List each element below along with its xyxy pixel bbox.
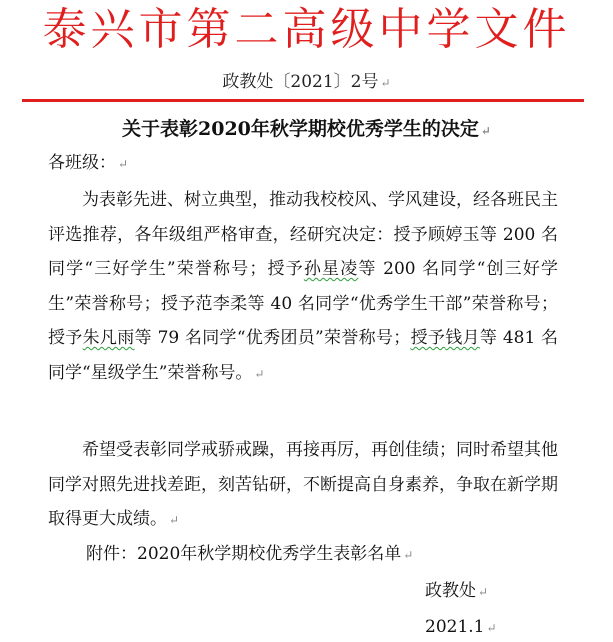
attachment-text: 附件：2020年秋学期校优秀学生表彰名单 bbox=[86, 544, 402, 564]
attachment-line bbox=[86, 540, 413, 569]
paragraph-mark: ↵ bbox=[403, 548, 414, 562]
awardee-name-flagged: 孙星凌 bbox=[303, 259, 359, 279]
p1-segment-d: 等 79 名同学“优秀团员”荣誉称号； bbox=[134, 328, 411, 348]
header-title: 泰兴市第二高级中学文件 bbox=[42, 4, 571, 55]
paragraph-mark: ↵ bbox=[486, 621, 497, 635]
body-paragraph-1 bbox=[48, 183, 558, 391]
red-rule-divider bbox=[22, 99, 584, 102]
paragraph-mark: ↵ bbox=[169, 513, 180, 527]
paragraph-mark: ↵ bbox=[478, 585, 489, 599]
awardee-name-flagged: 钱月 bbox=[445, 328, 480, 348]
signer bbox=[425, 578, 488, 605]
decision-title bbox=[0, 116, 613, 144]
p1-segment-a: 等 200 名同学“三好学生”荣誉称号；授予 bbox=[48, 224, 559, 279]
salutation bbox=[48, 150, 128, 177]
signer-text: 政教处 bbox=[425, 581, 476, 601]
p1-segment-c: 等 40 名同学“优秀学生干部”荣誉称号；授予 bbox=[48, 293, 558, 348]
p1-intro: 为表彰先进、树立典型，推动我校校风、学风建设，经各班民主评选推荐，各年级组严格审查，经研究决定：授予 bbox=[48, 190, 558, 245]
salutation-text: 各班级： bbox=[48, 153, 116, 173]
awardee-name: 顾婷玉 bbox=[428, 224, 480, 245]
paragraph-mark: ↵ bbox=[380, 76, 391, 90]
awardee-name: 范李柔 bbox=[195, 293, 248, 314]
grant-word-flagged: 授予 bbox=[410, 328, 446, 348]
doc-number bbox=[0, 70, 613, 95]
paragraph-mark: ↵ bbox=[118, 157, 129, 171]
issue-date bbox=[425, 614, 497, 641]
body-paragraph-2 bbox=[48, 433, 558, 538]
doc-number-text: 政教处〔2021〕2号 bbox=[222, 72, 379, 92]
p1-segment-b: 等 200 名同学“创三好学生”荣誉称号；授予 bbox=[48, 259, 558, 314]
decision-title-text: 关于表彰2020年秋学期校优秀学生的决定 bbox=[122, 118, 479, 140]
issue-date-text: 2021.1 bbox=[425, 617, 485, 637]
paragraph-mark: ↵ bbox=[254, 366, 265, 381]
p1-segment-e: 等 481 名同学“星级学生”荣誉称号。 bbox=[48, 328, 559, 383]
awardee-name-flagged: 朱凡雨 bbox=[82, 328, 135, 348]
p2-text: 希望受表彰同学戒骄戒躁，再接再厉，再创佳绩；同时希望其他同学对照先进找差距，刻苦钻研，不断提高自身素养，争取在新学期取得更大成绩。 bbox=[48, 440, 558, 529]
paragraph-mark: ↵ bbox=[480, 124, 491, 138]
